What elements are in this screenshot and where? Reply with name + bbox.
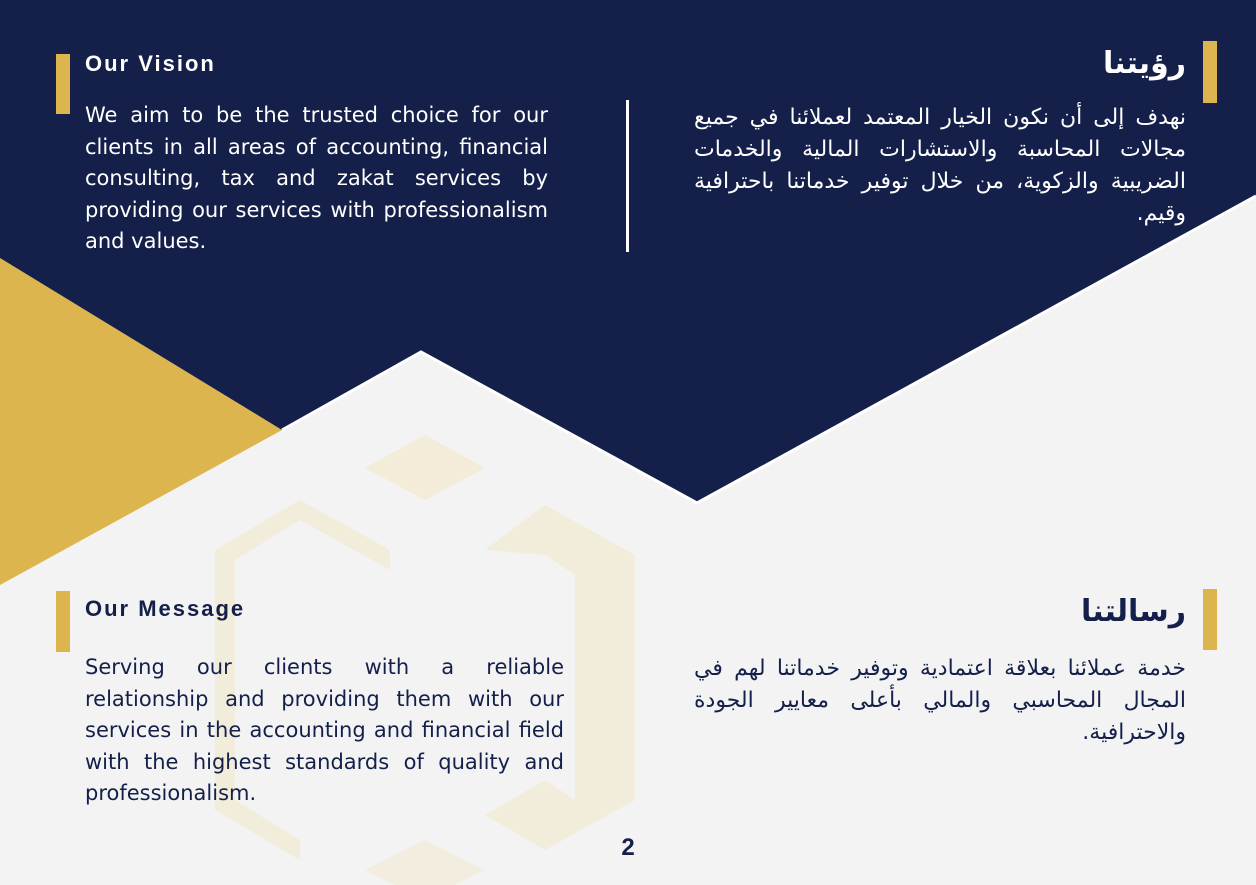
page-number: 2 xyxy=(621,834,635,861)
vision-title-ar: رؤيتنا xyxy=(1103,46,1186,81)
message-title-accent-bar xyxy=(56,591,70,652)
message-title-en: Our Message xyxy=(85,596,246,621)
message-body-en: Serving our clients with a reliable relationship and providing them with our services in the accounting and financial field with the highest standards of quality and professionalism. xyxy=(85,655,564,805)
message-arabic-title-accent-bar xyxy=(1203,589,1217,650)
message-title-ar: رسالتنا xyxy=(1080,594,1186,629)
message-body-ar: خدمة عملائنا بعلاقة اعتمادية وتوفير خدماتنا لهم في المجال المحاسبي والمالي بأعلى معايير الجودة والاحترافية. xyxy=(694,656,1186,745)
vision-title-en: Our Vision xyxy=(85,51,216,76)
vision-body-ar: نهدف إلى أن نكون الخيار المعتمد لعملائنا في جميع مجالات المحاسبة والاستشارات المالية والخدمات الضريبية والزكوية، من خلال توفير خدماتنا باحترافية وقيم. xyxy=(694,105,1186,226)
vision-divider xyxy=(626,100,629,252)
vision-arabic-title-accent-bar xyxy=(1203,41,1217,103)
vision-title-accent-bar xyxy=(56,54,70,114)
vision-body-en: We aim to be the trusted choice for our clients in all areas of accounting, financial consulting, tax and zakat services by providing our services with professionalism and values. xyxy=(85,103,548,253)
